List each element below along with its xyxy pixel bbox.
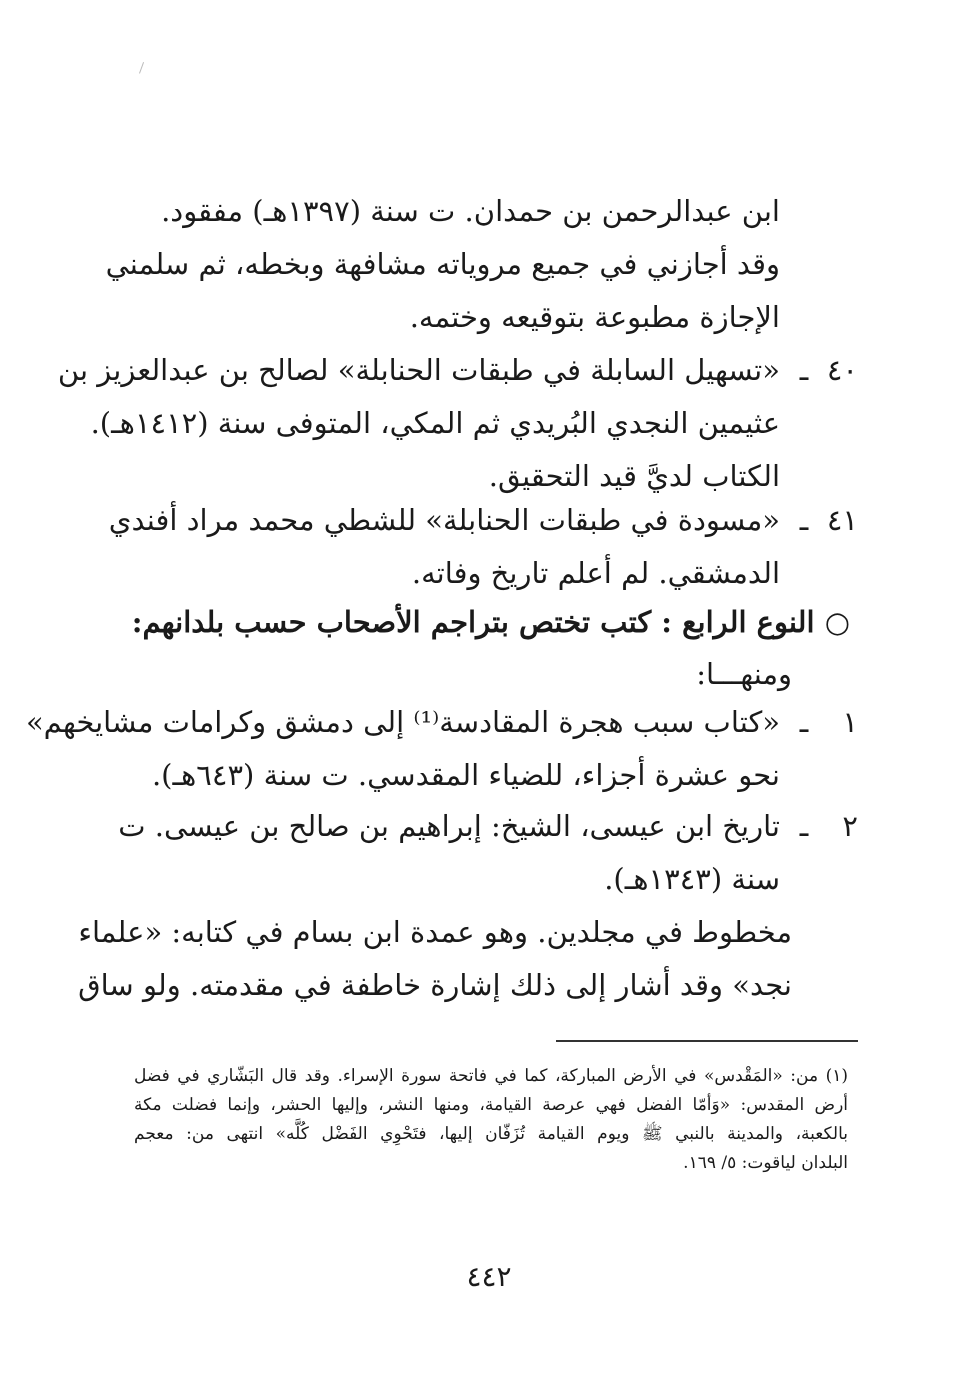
text-line: نجد» وقد أشار إلى ذلك إشارة خاطفة في مقدمته. ولو ساق xyxy=(78,968,792,1002)
text-line: «مسودة في طبقات الحنابلة» للشطي محمد مراد أفندي xyxy=(108,503,780,537)
text-line: الإجازة مطبوعة بتوقيعه وختمه. xyxy=(409,300,780,334)
scan-mark xyxy=(139,62,145,74)
text-line: «كتاب سبب هجرة المقادسة⁽¹⁾ إلى دمشق وكرامات مشايخهم» xyxy=(25,705,780,739)
text-line: مخطوط في مجلدين. وهو عمدة ابن بسام في كتابه: «علماء xyxy=(78,915,792,949)
footnote-separator xyxy=(556,1040,858,1042)
footnote-line: (١) من: «المَقْدس» في الأرض المباركة، كما في فاتحة سورة الإسراء. وقد قال البَشّاري في فضل xyxy=(134,1066,848,1086)
text-line: الكتاب لديَّ قيد التحقيق. xyxy=(488,459,780,493)
text-line: تاريخ ابن عيسى، الشيخ: إبراهيم بن صالح بن عيسى. ت xyxy=(118,809,780,843)
list-item-2 xyxy=(118,800,858,906)
footnote-line: أرض المقدس: «وَأمّا الفضل فهي عرصة القيامة، ومنها النشر، وإليها الحشر، وإنما فضلت مكة xyxy=(134,1095,848,1115)
paragraph-continuation xyxy=(105,185,780,344)
text-line: الدمشقي. لم أعلم تاريخ وفاته. xyxy=(411,556,780,590)
text-line: «تسهيل السابلة في طبقات الحنابلة» لصالح بن عبدالعزيز بن xyxy=(57,353,780,387)
text-line: سنة (١٣٤٣هـ). xyxy=(604,862,780,896)
footnote-line: بالكعبة، والمدينة بالنبي ﷺ ويوم القيامة تُزَفّان إليها، فتَحْوِي الفَضْل كُلَّه» انتهى من: معجم xyxy=(134,1124,848,1144)
list-item-40 xyxy=(57,344,858,503)
item-number: ٢ـ xyxy=(799,809,858,843)
text-line: نحو عشرة أجزاء، للضياء المقدسي. ت سنة (٦٤٣هـ). xyxy=(151,758,780,792)
item-number: ٤١ـ xyxy=(799,503,858,537)
text-line: عثيمين النجدي البُريدي ثم المكي، المتوفى سنة (١٤١٢هـ). xyxy=(90,406,780,440)
list-item-41 xyxy=(108,494,858,600)
footnote-line: البلدان لياقوت: ٥/ ١٦٩. xyxy=(683,1153,848,1173)
text-line: وقد أجازني في جميع مروياته مشافهة وبخطه، ثم سلمني xyxy=(105,247,780,281)
paragraph xyxy=(78,906,792,1012)
text-line: ابن عبدالرحمن بن حمدان. ت سنة (١٣٩٧هـ) مفقود. xyxy=(161,194,780,228)
text-line: ومنهـــا: xyxy=(696,657,792,691)
item-number: ١ـ xyxy=(799,705,858,739)
heading-text: النوع الرابع : كتب تختص بتراجم الأصحاب حسب بلدانهم: xyxy=(131,605,815,639)
subheading-minha xyxy=(492,648,792,701)
item-number: ٤٠ـ xyxy=(799,353,858,387)
list-item-1 xyxy=(25,696,858,802)
page-number: ٤٤٢ xyxy=(466,1260,512,1293)
section-heading xyxy=(131,596,850,649)
footnote xyxy=(134,1062,848,1178)
circle-bullet-icon: ○ xyxy=(824,605,850,639)
